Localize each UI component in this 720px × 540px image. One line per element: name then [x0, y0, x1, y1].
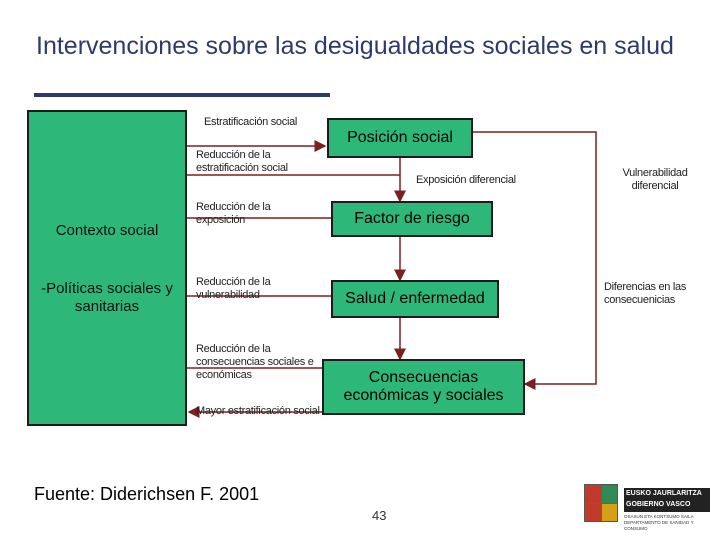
logo-line-2: GOBIERNO VASCO [626, 501, 691, 508]
source-citation: Fuente: Diderichsen F. 2001 [34, 484, 260, 504]
reduction-exposure-label: Reducción de la exposición [196, 201, 271, 226]
consequences-box: Consecuencias económicas y sociales [322, 359, 525, 415]
consequence-differences-label: Diferencias en las consecuenicias [604, 281, 687, 306]
greater-stratification-label: Mayor estratificación social [196, 405, 320, 417]
differential-vulnerability-label: Vulnerabilidad diferencial [622, 167, 688, 192]
reduction-consequences-label: Reducción de la consecuencias sociales e económicas [196, 343, 314, 381]
health-illness-box: Salud / enfermedad [331, 280, 499, 318]
reduction-stratification-label: Reducción de la estratificación social [196, 149, 288, 174]
differential-exposure-label: Exposición diferencial [416, 174, 516, 186]
social-context-box [27, 110, 187, 426]
stratification-label: Estratificación social [204, 116, 298, 128]
logo-sub-2: DEPARTAMENTO DE SANIDAD Y CONSUMO [624, 520, 694, 531]
social-position-box: Posición social [327, 118, 473, 158]
coat-of-arms-icon [584, 484, 618, 522]
logo-sub-1: OSASUN ETA KONTSUMO SAILA [624, 514, 694, 519]
logo-wordmark [624, 488, 710, 512]
policies-label: -Políticas sociales y sanitarias [41, 280, 173, 315]
government-logo [584, 484, 714, 536]
right-loop-line [473, 132, 596, 384]
risk-factor-box: Factor de riesgo [331, 201, 493, 237]
reduction-vulnerability-label: Reducción de la vulnerabilidad [196, 276, 271, 301]
logo-department [624, 514, 710, 532]
slide-title: Intervenciones sobre las desigualdades sociales en salud [36, 32, 674, 60]
logo-line-1: EUSKO JAURLARITZA [626, 490, 702, 497]
social-context-label: Contexto social [55, 222, 159, 239]
page-number: 43 [372, 508, 387, 523]
